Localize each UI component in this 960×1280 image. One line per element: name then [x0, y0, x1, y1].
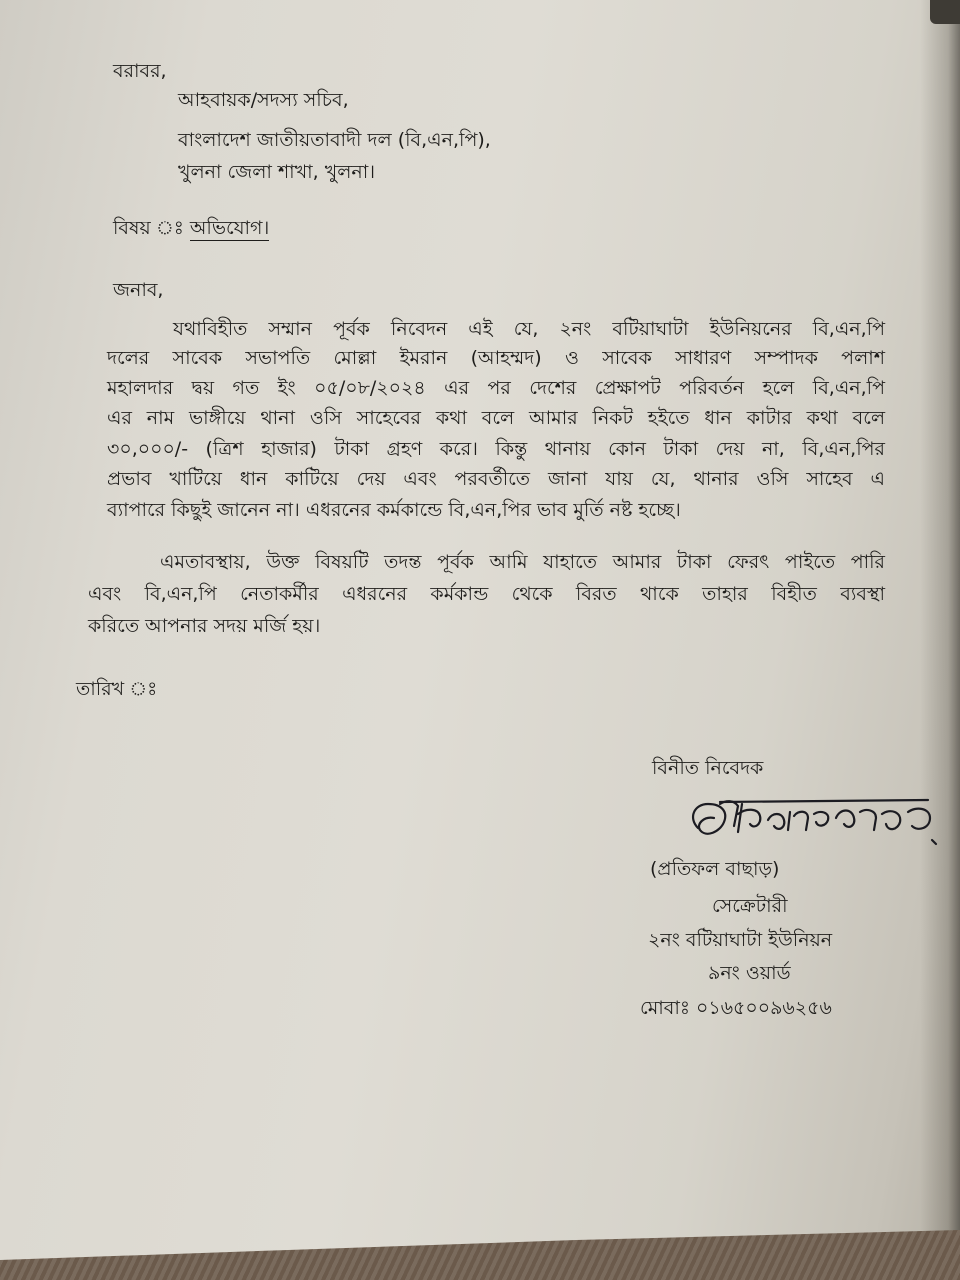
handwritten-signature [680, 790, 950, 860]
recipient-line-1: আহবায়ক/সদস্য সচিব, [178, 89, 349, 111]
signer-name: (প্রতিফল বাছাড়) [650, 858, 780, 880]
paragraph1-line-7: ব্যাপারে কিছুই জানেন না। এধরনের কর্মকান্ডে বি,এন,পির ভাব মুর্তি নষ্ট হচ্ছে। [107, 499, 681, 521]
paragraph1-line-4: এর নাম ভাঙ্গীয়ে থানা ওসি সাহেবের কথা বলে আমার নিকট হইতে ধান কাটার কথা বলে [107, 407, 885, 429]
subject-line [113, 216, 269, 240]
paragraph1-line-5: ৩০,০০০/- (ত্রিশ হাজার) টাকা গ্রহণ করে। কিন্তু থানায় কোন টাকা দেয় না, বি,এন,পির [107, 438, 885, 460]
paragraph2-line-1: এমতাবস্থায়, উক্ত বিষয়টি তদন্ত পূর্বক আমি যাহাতে আমার টাকা ফেরৎ পাইতে পারি [160, 551, 885, 573]
date-label: তারিখ ঃ [76, 678, 158, 700]
subject-label: বিষয় ঃ [113, 217, 184, 239]
paragraph2-line-3: করিতে আপনার সদয় মর্জি হয়। [88, 615, 321, 637]
background-fabric [0, 1230, 960, 1280]
paragraph1-line-3: মহালদার দ্বয় গত ইং ০৫/০৮/২০২৪ এর পর দেশের প্রেক্ষাপট পরিবর্তন হলে বি,এন,পি [107, 377, 885, 399]
signer-ward: ৯নং ওয়ার্ড [708, 962, 791, 984]
signer-union: ২নং বটিয়াঘাটা ইউনিয়ন [648, 929, 833, 951]
paragraph1-line-2: দলের সাবেক সভাপতি মোল্লা ইমরান (আহম্মদ) ও সাবেক সাধারণ সম্পাদক পলাশ [107, 347, 885, 369]
paragraph2-line-2: এবং বি,এন,পি নেতাকর্মীর এধরনের কর্মকান্ড থেকে বিরত থাকে তাহার বিহীত ব্যবস্থা [88, 583, 885, 605]
signer-title: সেক্রেটারী [712, 895, 788, 917]
recipient-line-3: খুলনা জেলা শাখা, খুলনা। [178, 161, 376, 183]
subject-value: অভিযোগ। [189, 217, 270, 239]
paper-fold-shadow [920, 0, 960, 1280]
background-corner [930, 0, 960, 24]
closing: বিনীত নিবেদক [652, 757, 764, 779]
greeting: জনাব, [113, 279, 164, 301]
paragraph1-line-1: যথাবিহীত সম্মান পূর্বক নিবেদন এই যে, ২নং বটিয়াঘাটা ইউনিয়নের বি,এন,পি [173, 318, 885, 340]
recipient-line-2: বাংলাদেশ জাতীয়তাবাদী দল (বি,এন,পি), [178, 129, 491, 151]
salutation-to: বরাবর, [113, 60, 167, 82]
paragraph1-line-6: প্রভাব খাটিয়ে ধান কাটিয়ে দেয় এবং পরবর্তীতে জানা যায় যে, থানার ওসি সাহেব এ [107, 468, 885, 490]
signer-phone: মোবাঃ ০১৬৫০০৯৬২৫৬ [640, 997, 832, 1019]
